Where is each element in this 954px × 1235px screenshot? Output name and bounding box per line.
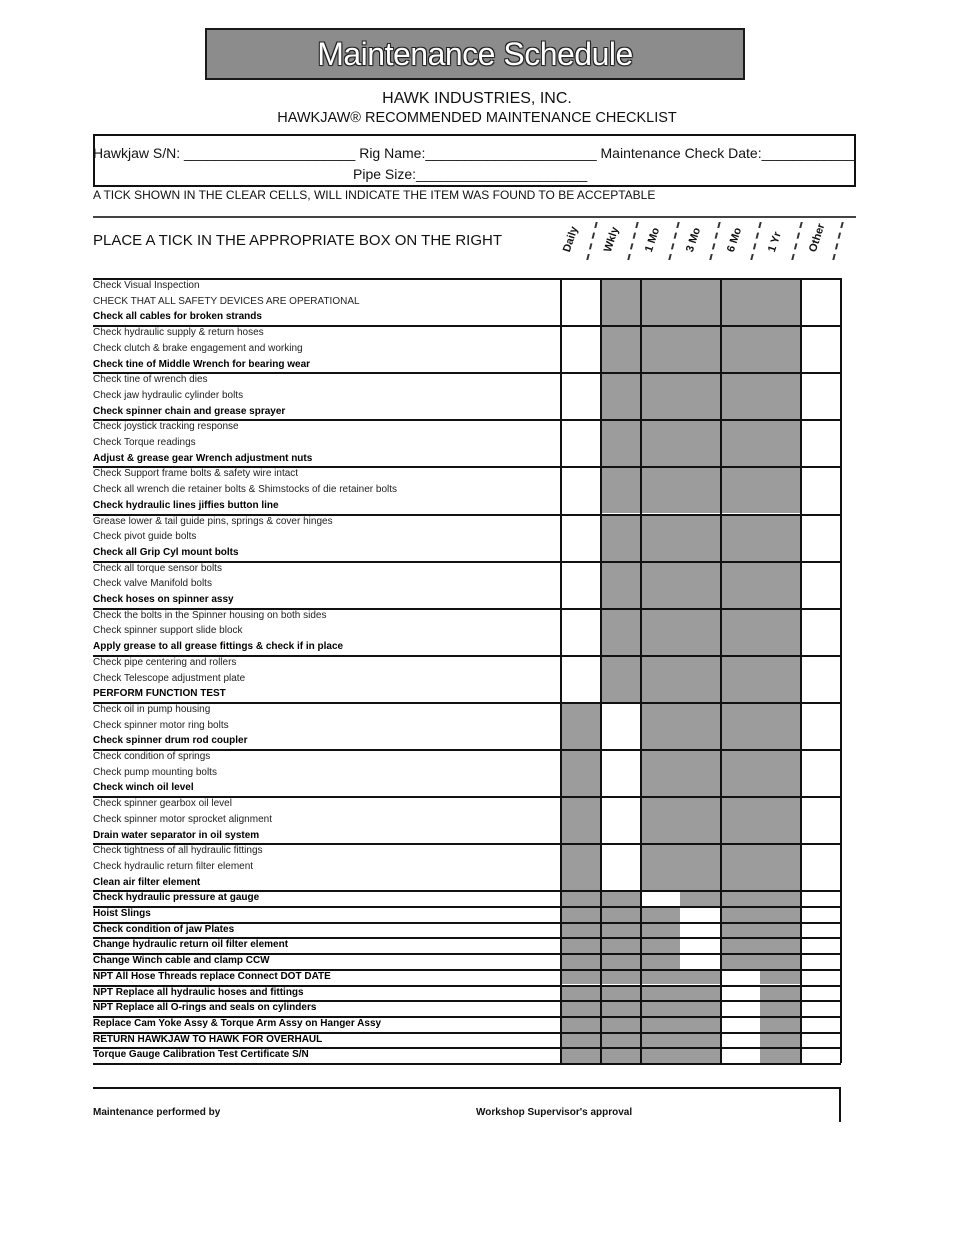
company-name: HAWK INDUSTRIES, INC. bbox=[382, 90, 572, 107]
tick-cell[interactable] bbox=[800, 1032, 840, 1048]
group-divider bbox=[93, 655, 841, 657]
column-header bbox=[719, 220, 761, 264]
checklist-item: Check all Grip Cyl mount bolts bbox=[93, 546, 239, 558]
shaded-cell bbox=[680, 372, 720, 419]
group-divider bbox=[93, 1032, 841, 1034]
column-headers bbox=[555, 220, 855, 265]
shaded-cell bbox=[760, 702, 800, 749]
pipe-size-field[interactable]: Pipe Size:______________________ bbox=[353, 166, 588, 182]
checklist-item: Check hydraulic pressure at gauge bbox=[93, 892, 260, 904]
group-divider bbox=[93, 608, 841, 610]
tick-cell[interactable] bbox=[720, 969, 760, 985]
page-banner bbox=[205, 28, 745, 80]
tick-cell[interactable] bbox=[800, 1000, 840, 1016]
group-divider bbox=[93, 843, 841, 845]
group-divider bbox=[93, 278, 841, 280]
tick-cell[interactable] bbox=[800, 953, 840, 969]
checklist-item: Check spinner gearbox oil level bbox=[93, 798, 232, 810]
shaded-cell bbox=[600, 906, 640, 922]
shaded-cell bbox=[720, 419, 760, 466]
shaded-cell bbox=[760, 655, 800, 702]
tick-cell[interactable] bbox=[720, 985, 760, 1001]
shaded-cell bbox=[600, 1047, 640, 1063]
shaded-cell bbox=[760, 953, 800, 969]
group-divider bbox=[93, 325, 841, 327]
tick-cell[interactable] bbox=[680, 937, 720, 953]
supervisor-approval: Workshop Supervisor's approval bbox=[476, 1107, 633, 1118]
tick-cell[interactable] bbox=[800, 655, 840, 702]
column-header-label: 1 Yr bbox=[766, 230, 784, 254]
group-divider bbox=[93, 969, 841, 971]
shaded-cell bbox=[640, 1016, 680, 1032]
shaded-cell bbox=[680, 278, 720, 325]
shaded-cell bbox=[680, 1016, 720, 1032]
shaded-cell bbox=[680, 843, 720, 890]
shaded-cell bbox=[720, 922, 760, 938]
shaded-cell bbox=[640, 466, 680, 513]
shaded-cell bbox=[640, 702, 680, 749]
checklist-item: Clean air filter element bbox=[93, 876, 201, 888]
checklist-table bbox=[93, 278, 841, 1088]
shaded-cell bbox=[640, 969, 680, 985]
group-divider bbox=[93, 953, 841, 955]
shaded-cell bbox=[720, 655, 760, 702]
column-header-label: Wkly bbox=[602, 225, 622, 254]
tick-cell[interactable] bbox=[720, 1047, 760, 1063]
group-divider bbox=[93, 702, 841, 704]
shaded-cell bbox=[640, 372, 680, 419]
group-divider bbox=[93, 466, 841, 468]
tick-cell[interactable] bbox=[800, 749, 840, 796]
tick-cell[interactable] bbox=[800, 969, 840, 985]
banner-title: Maintenance Schedule bbox=[317, 35, 633, 72]
tick-cell[interactable] bbox=[720, 1016, 760, 1032]
shaded-cell bbox=[600, 953, 640, 969]
checklist-item: Check joystick tracking response bbox=[93, 421, 239, 433]
shaded-cell bbox=[680, 419, 720, 466]
checklist-item: Check Visual Inspection bbox=[93, 280, 200, 291]
shaded-cell bbox=[640, 1032, 680, 1048]
shaded-cell bbox=[640, 749, 680, 796]
column-header bbox=[637, 220, 679, 264]
checklist-item: Check Support frame bolts & safety wire intact bbox=[93, 468, 299, 480]
info-box bbox=[93, 134, 856, 187]
shaded-cell bbox=[640, 278, 680, 325]
shaded-cell bbox=[760, 514, 800, 561]
column-divider bbox=[832, 222, 845, 260]
tick-cell[interactable] bbox=[800, 419, 840, 466]
tick-cell[interactable] bbox=[600, 749, 640, 796]
checklist-item: Check condition of jaw Plates bbox=[93, 923, 235, 935]
shaded-cell bbox=[640, 953, 680, 969]
shaded-cell bbox=[720, 843, 760, 890]
grid-vertical-line bbox=[560, 278, 562, 1063]
shaded-cell bbox=[760, 906, 800, 922]
checklist-item: Check Telescope adjustment plate bbox=[93, 672, 246, 684]
shaded-cell bbox=[600, 985, 640, 1001]
column-header-label: 3 Mo bbox=[684, 226, 704, 254]
shaded-cell bbox=[760, 325, 800, 372]
tick-cell[interactable] bbox=[600, 702, 640, 749]
group-divider bbox=[93, 1063, 841, 1065]
tick-cell[interactable] bbox=[800, 890, 840, 906]
shaded-cell bbox=[760, 1000, 800, 1016]
tick-cell[interactable] bbox=[800, 608, 840, 655]
checklist-item: NPT Replace all hydraulic hoses and fittings bbox=[93, 986, 304, 998]
shaded-cell bbox=[760, 278, 800, 325]
tick-cell[interactable] bbox=[800, 466, 840, 513]
shaded-cell bbox=[640, 561, 680, 608]
shaded-cell bbox=[600, 1032, 640, 1048]
checklist-item: Check valve Manifold bolts bbox=[93, 578, 212, 590]
shaded-cell bbox=[680, 1032, 720, 1048]
tick-cell[interactable] bbox=[800, 922, 840, 938]
shaded-cell bbox=[720, 890, 760, 906]
column-header bbox=[760, 220, 802, 264]
shaded-cell bbox=[680, 514, 720, 561]
shaded-cell bbox=[600, 372, 640, 419]
column-header bbox=[555, 220, 597, 264]
shaded-cell bbox=[600, 325, 640, 372]
tick-cell[interactable] bbox=[640, 890, 680, 906]
shaded-cell bbox=[720, 372, 760, 419]
tick-cell[interactable] bbox=[800, 278, 840, 325]
group-divider bbox=[93, 372, 841, 374]
shaded-cell bbox=[720, 278, 760, 325]
shaded-cell bbox=[760, 1016, 800, 1032]
shaded-cell bbox=[760, 1032, 800, 1048]
instruction-text: PLACE A TICK IN THE APPROPRIATE BOX ON THE RIGHT bbox=[93, 232, 502, 249]
shaded-cell bbox=[640, 514, 680, 561]
tick-cell[interactable] bbox=[800, 1016, 840, 1032]
tick-cell[interactable] bbox=[800, 1047, 840, 1063]
column-header bbox=[596, 220, 638, 264]
shaded-cell bbox=[680, 561, 720, 608]
column-header-label: Daily bbox=[561, 224, 581, 254]
shaded-cell bbox=[640, 843, 680, 890]
tick-cell[interactable] bbox=[680, 906, 720, 922]
group-divider bbox=[93, 937, 841, 939]
shaded-cell bbox=[760, 843, 800, 890]
grid-vertical-line bbox=[600, 278, 602, 1063]
shaded-cell bbox=[640, 1047, 680, 1063]
tick-cell[interactable] bbox=[800, 514, 840, 561]
column-header-label: 6 Mo bbox=[725, 226, 745, 254]
checklist-item: CHECK THAT ALL SAFETY DEVICES ARE OPERATIONAL bbox=[93, 295, 360, 307]
tick-cell[interactable] bbox=[680, 953, 720, 969]
maintenance-performed-by: Maintenance performed by bbox=[93, 1107, 221, 1118]
shaded-cell bbox=[600, 655, 640, 702]
tick-cell[interactable] bbox=[800, 985, 840, 1001]
serial-rig-date-fields[interactable]: Hawkjaw S/N: ______________________ Rig Name:______________________ Maintenance Check Date:____________ bbox=[93, 145, 856, 161]
shaded-cell bbox=[600, 890, 640, 906]
checklist-item: Check spinner motor sprocket alignment bbox=[93, 813, 272, 825]
checklist-item: Adjust & grease gear Wrench adjustment nuts bbox=[93, 452, 313, 464]
footer-rule bbox=[93, 1087, 841, 1089]
checklist-item: Torque Gauge Calibration Test Certificate S/N bbox=[93, 1049, 309, 1061]
tick-note: A TICK SHOWN IN THE CLEAR CELLS, WILL INDICATE THE ITEM WAS FOUND TO BE ACCEPTABLE bbox=[93, 188, 656, 202]
checklist-item: Check jaw hydraulic cylinder bolts bbox=[93, 389, 244, 401]
shaded-cell bbox=[680, 890, 720, 906]
checklist-item: Check spinner motor ring bolts bbox=[93, 719, 229, 731]
footer-right-line bbox=[839, 1087, 841, 1122]
shaded-cell bbox=[760, 749, 800, 796]
shaded-cell bbox=[680, 325, 720, 372]
column-header bbox=[678, 220, 720, 264]
group-divider bbox=[93, 561, 841, 563]
group-divider bbox=[93, 514, 841, 516]
group-divider bbox=[93, 985, 841, 987]
checklist-item: NPT Replace all O-rings and seals on cylinders bbox=[93, 1002, 317, 1014]
shaded-cell bbox=[640, 1000, 680, 1016]
grid-vertical-line bbox=[720, 278, 722, 1063]
shaded-cell bbox=[760, 969, 800, 985]
shaded-cell bbox=[600, 1016, 640, 1032]
shaded-cell bbox=[680, 655, 720, 702]
shaded-cell bbox=[720, 906, 760, 922]
checklist-item: Check tine of Middle Wrench for bearing wear bbox=[93, 358, 311, 370]
tick-cell[interactable] bbox=[720, 1032, 760, 1048]
shaded-cell bbox=[600, 608, 640, 655]
shaded-cell bbox=[640, 922, 680, 938]
checklist-item: Check spinner drum rod coupler bbox=[93, 735, 248, 747]
group-divider bbox=[93, 922, 841, 924]
checklist-item: Check tine of wrench dies bbox=[93, 374, 208, 386]
shaded-cell bbox=[720, 702, 760, 749]
tick-cell[interactable] bbox=[800, 325, 840, 372]
tick-cell[interactable] bbox=[800, 702, 840, 749]
shaded-cell bbox=[640, 937, 680, 953]
tick-cell[interactable] bbox=[800, 843, 840, 890]
shaded-cell bbox=[600, 937, 640, 953]
shaded-cell bbox=[760, 1047, 800, 1063]
checklist-item: Check hydraulic supply & return hoses bbox=[93, 327, 264, 339]
group-divider bbox=[93, 890, 841, 892]
tick-cell[interactable] bbox=[720, 1000, 760, 1016]
checklist-item: Check hydraulic lines jiffies button line bbox=[93, 499, 279, 511]
shaded-cell bbox=[600, 969, 640, 985]
checklist-item: Change hydraulic return oil filter element bbox=[93, 939, 289, 951]
checklist-item: Check all torque sensor bolts bbox=[93, 562, 222, 574]
shaded-cell bbox=[640, 906, 680, 922]
shaded-cell bbox=[720, 953, 760, 969]
shaded-cell bbox=[640, 325, 680, 372]
tick-cell[interactable] bbox=[600, 843, 640, 890]
tick-cell[interactable] bbox=[800, 906, 840, 922]
shaded-cell bbox=[760, 608, 800, 655]
shaded-cell bbox=[680, 702, 720, 749]
group-divider bbox=[93, 749, 841, 751]
shaded-cell bbox=[640, 796, 680, 843]
shaded-cell bbox=[600, 466, 640, 513]
shaded-cell bbox=[720, 325, 760, 372]
shaded-cell bbox=[680, 969, 720, 985]
shaded-cell bbox=[760, 922, 800, 938]
shaded-cell bbox=[600, 922, 640, 938]
shaded-cell bbox=[680, 985, 720, 1001]
checklist-item: Check tightness of all hydraulic fittings bbox=[93, 845, 263, 857]
checklist-item: Check all cables for broken strands bbox=[93, 311, 262, 323]
group-divider bbox=[93, 1016, 841, 1018]
checklist-item: Check winch oil level bbox=[93, 782, 194, 794]
grid-vertical-line bbox=[800, 278, 802, 1063]
tick-cell[interactable] bbox=[800, 561, 840, 608]
checklist-item: Apply grease to all grease fittings & check if in place bbox=[93, 641, 344, 653]
column-header bbox=[801, 220, 843, 264]
shaded-cell bbox=[680, 608, 720, 655]
checklist-item: Check hoses on spinner assy bbox=[93, 594, 234, 605]
checklist-subtitle: HAWKJAW® RECOMMENDED MAINTENANCE CHECKLIST bbox=[277, 110, 677, 126]
shaded-cell bbox=[760, 796, 800, 843]
checklist-item: PERFORM FUNCTION TEST bbox=[93, 688, 226, 700]
shaded-cell bbox=[720, 608, 760, 655]
checklist-item: Drain water separator in oil system bbox=[93, 829, 260, 841]
checklist-item: Check Torque readings bbox=[93, 437, 196, 448]
checklist-item: RETURN HAWKJAW TO HAWK FOR OVERHAUL bbox=[93, 1033, 323, 1045]
shaded-cell bbox=[600, 419, 640, 466]
checklist-item: Check condition of springs bbox=[93, 751, 211, 762]
checklist-item: Change Winch cable and clamp CCW bbox=[93, 955, 270, 967]
checklist-item: Check spinner chain and grease sprayer bbox=[93, 405, 286, 417]
shaded-cell bbox=[680, 1047, 720, 1063]
checklist-item: Check clutch & brake engagement and working bbox=[93, 342, 303, 354]
shaded-cell bbox=[640, 655, 680, 702]
group-divider bbox=[93, 796, 841, 798]
shaded-cell bbox=[680, 466, 720, 513]
checklist-item: Check hydraulic return filter element bbox=[93, 860, 254, 872]
column-header-label: Other bbox=[807, 222, 828, 254]
checklist-item: Check all wrench die retainer bolts & Shimstocks of die retainer bolts bbox=[93, 484, 398, 496]
shaded-cell bbox=[720, 749, 760, 796]
shaded-cell bbox=[640, 419, 680, 466]
shaded-cell bbox=[760, 466, 800, 513]
shaded-cell bbox=[720, 514, 760, 561]
shaded-cell bbox=[680, 1000, 720, 1016]
group-divider bbox=[93, 906, 841, 908]
shaded-cell bbox=[760, 890, 800, 906]
shaded-cell bbox=[760, 985, 800, 1001]
checklist-item: Check the bolts in the Spinner housing on both sides bbox=[93, 609, 327, 621]
checklist-item: Check pump mounting bolts bbox=[93, 766, 217, 778]
shaded-cell bbox=[760, 937, 800, 953]
shaded-cell bbox=[720, 796, 760, 843]
shaded-cell bbox=[760, 561, 800, 608]
shaded-cell bbox=[720, 561, 760, 608]
group-divider bbox=[93, 1000, 841, 1002]
header-rule bbox=[93, 216, 856, 218]
group-divider bbox=[93, 1047, 841, 1049]
checklist-item: Hoist Slings bbox=[93, 908, 151, 919]
tick-cell[interactable] bbox=[600, 796, 640, 843]
tick-cell[interactable] bbox=[800, 372, 840, 419]
shaded-cell bbox=[720, 937, 760, 953]
shaded-cell bbox=[640, 608, 680, 655]
shaded-cell bbox=[680, 796, 720, 843]
checklist-item: Check oil in pump housing bbox=[93, 703, 211, 715]
checklist-item: NPT All Hose Threads replace Connect DOT DATE bbox=[93, 970, 331, 982]
checklist-item: Replace Cam Yoke Assy & Torque Arm Assy on Hanger Assy bbox=[93, 1017, 382, 1029]
checklist-item: Grease lower & tail guide pins, springs & cover hinges bbox=[93, 515, 333, 527]
shaded-cell bbox=[760, 419, 800, 466]
tick-cell[interactable] bbox=[680, 922, 720, 938]
tick-cell[interactable] bbox=[800, 937, 840, 953]
shaded-cell bbox=[600, 561, 640, 608]
checklist-item: Check pivot guide bolts bbox=[93, 531, 197, 543]
tick-cell[interactable] bbox=[800, 796, 840, 843]
shaded-cell bbox=[680, 749, 720, 796]
shaded-cell bbox=[640, 985, 680, 1001]
shaded-cell bbox=[600, 278, 640, 325]
shaded-cell bbox=[760, 372, 800, 419]
grid-vertical-line bbox=[840, 278, 842, 1063]
shaded-cell bbox=[600, 1000, 640, 1016]
grid-vertical-line bbox=[640, 278, 642, 1063]
group-divider bbox=[93, 419, 841, 421]
shaded-cell bbox=[600, 514, 640, 561]
checklist-item: Check spinner support slide block bbox=[93, 625, 243, 637]
shaded-cell bbox=[720, 466, 760, 513]
checklist-item: Check pipe centering and rollers bbox=[93, 656, 237, 668]
column-header-label: 1 Mo bbox=[643, 226, 663, 254]
